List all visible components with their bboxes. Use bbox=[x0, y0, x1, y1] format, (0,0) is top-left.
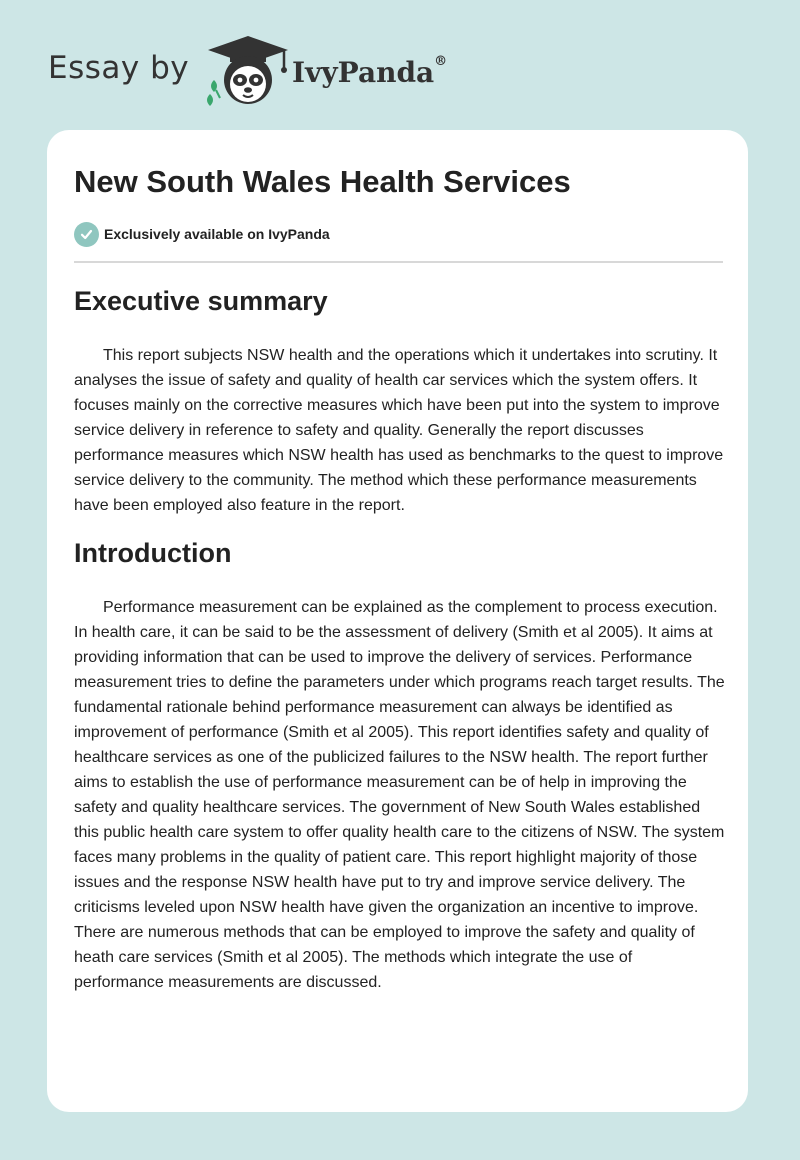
brand-name: IvyPanda bbox=[292, 56, 435, 89]
section-heading-introduction: Introduction bbox=[74, 538, 232, 568]
site-header bbox=[0, 0, 800, 130]
introduction-paragraph: Performance measurement can be explained as the complement to process execution. In health care, it can be said to be the assessment of delivery (Smith et al 2005). It aims at providing information that can be used to improve the delivery of services. Performance measurement tries to define the parameters under which programs reach target results. The fundamental rationale behind performance measurement can always be identified as improvement of performance (Smith et al 2005). This report identifies safety and quality of healthcare services as one of the publicized failures to the NSW health. The report further aims to establish the use of performance measurement can be of help in improving the safety and quality healthcare services. The government of New South Wales established this public health care system to offer quality health care to the citizens of NSW. The system faces many problems in the quality of patient care. This report highlight majority of those issues and the response NSW health have put to try and improve service delivery. The criticisms leveled upon NSW health have given the organization an incentive to improve. There are numerous methods that can be employed to improve the safety and quality of heath care services (Smith et al 2005). The methods which integrate the use of performance measurements are discussed. bbox=[74, 599, 725, 991]
exclusive-label: Exclusively available on IvyPanda bbox=[104, 226, 330, 242]
executive-summary-paragraph: This report subjects NSW health and the operations which it undertakes into scrutiny. It analyses the issue of safety and quality of health car services which the system offers. It focuses mainly on the corrective measures which have been put into the system to improve service delivery in reference to safety and quality. Generally the report discusses performance measures which NSW health has used as benchmarks to the quest to improve service delivery to the community. The method which these performance measurements have been employed also feature in the report. bbox=[74, 347, 724, 514]
panda-graduate-icon[interactable] bbox=[200, 34, 292, 108]
section-heading-executive-summary: Executive summary bbox=[74, 286, 328, 316]
divider bbox=[74, 261, 723, 263]
essay-by-label: Essay by bbox=[48, 50, 190, 86]
essay-card bbox=[47, 130, 748, 1112]
check-icon bbox=[74, 222, 99, 247]
essay-title: New South Wales Health Services bbox=[74, 164, 571, 199]
exclusive-badge bbox=[74, 221, 330, 247]
registered-mark: ® bbox=[434, 54, 448, 69]
brand-logo-text[interactable] bbox=[292, 56, 447, 89]
